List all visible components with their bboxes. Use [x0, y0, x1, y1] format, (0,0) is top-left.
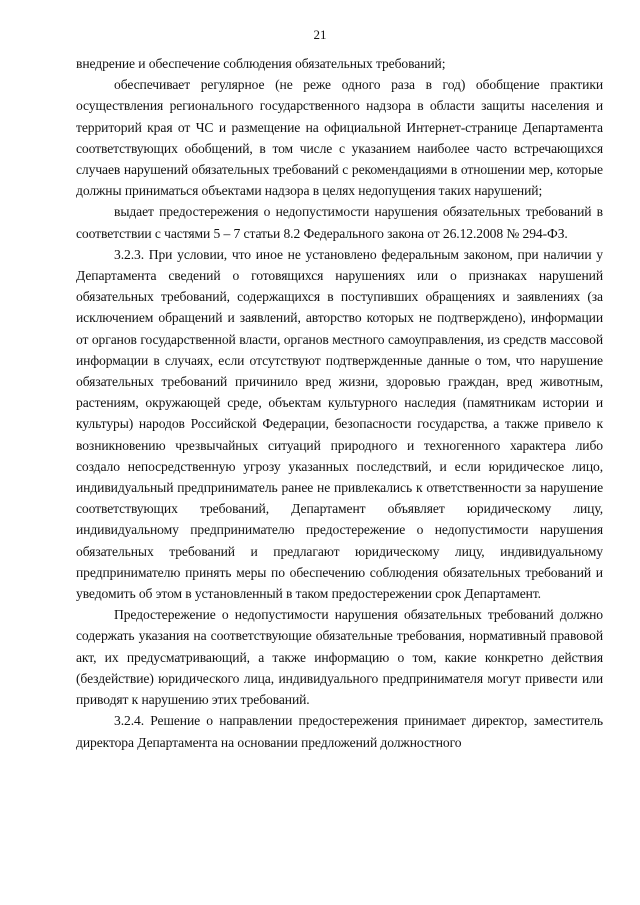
paragraph-3-2-3: 3.2.3. При условии, что иное не установлено федеральным законом, при наличии у Департамента сведений о готовящихся нарушениях или о признаках нарушений обязательных требований, содержащихся в поступивших обращениях и заявлениях (за исключением обращений и заявлений, авторство которых не подтверждено), информации от органов государственной власти, органов местного самоуправления, из средств массовой информации в случаях, если отсутствуют подтвержденные данные о том, что нарушение обязательных требований причинило вред жизни, здоровью граждан, вред животным, растениям, окружающей среде, объектам культурного наследия (памятникам истории и культуры) народов Российской Федерации, безопасности государства, а также привело к возникновению чрезвычайных ситуаций природного и техногенного характера либо создало непосредственную угрозу указанных последствий, и если юридическое лицо, индивидуальный предприниматель ранее не привлекались к ответственности за нарушение соответствующих требований, Департамент объявляет юридическому лицу, индивидуальному предпринимателю предостережение о недопустимости нарушения обязательных требований и предлагают юридическому лицу, индивидуальному предпринимателю принять меры по обеспечению соблюдения обязательных требований и уведомить об этом в установленный в таком предостережении срок Департамент. — [76, 246, 603, 602]
paragraph-generalization-practice: обеспечивает регулярное (не реже одного раза в год) обобщение практики осуществления регионального государственного надзора в области защиты населения и территорий края от ЧС и размещение на официальной Интернет-странице Департамента соответствующих обобщений, в том числе с указанием наиболее часто встречающихся случаев нарушений обязательных требований с рекомендациями в отношении мер, которые должны приниматься объектами надзора в целях недопущения таких нарушений; — [76, 77, 603, 199]
paragraph-continuation: внедрение и обеспечение соблюдения обязательных требований; — [76, 56, 446, 71]
document-body — [76, 53, 603, 753]
paragraph-3-2-4: 3.2.4. Решение о направлении предостережения принимает директор, заместитель директора Департамента на основании предложений должностного — [76, 713, 603, 750]
page-number: 21 — [313, 27, 327, 42]
paragraph-issues-warnings: выдает предостережения о недопустимости нарушения обязательных требований в соответствии с частями 5 – 7 статьи 8.2 Федерального закона от 26.12.2008 № 294-ФЗ. — [76, 204, 603, 241]
paragraph-warning-content: Предостережение о недопустимости нарушения обязательных требований должно содержать указания на соответствующие обязательные требования, нормативный правовой акт, их предусматривающий, а также информацию о том, какие конкретно действия (бездействие) юридического лица, индивидуального предпринимателя могут привести или приводят к нарушению этих требований. — [76, 607, 603, 708]
